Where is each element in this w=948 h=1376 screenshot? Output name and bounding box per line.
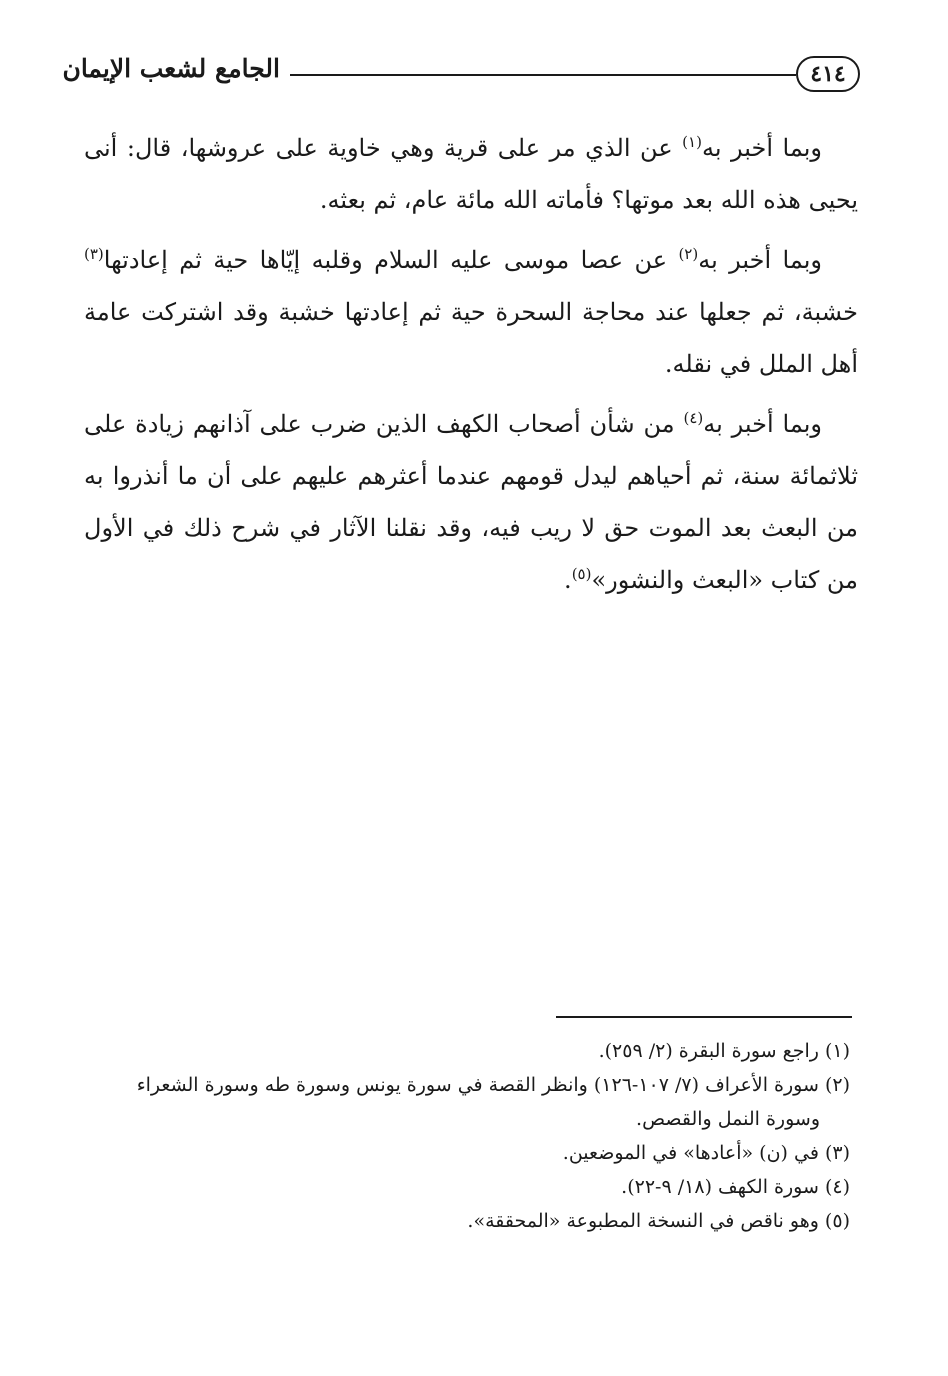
footnote-ref-5: (٥) [571, 565, 592, 583]
footnote-ref-4: (٤) [683, 409, 704, 427]
paragraph-text: وبما أخبر به [698, 246, 822, 274]
footnote-ref-3: (٣) [84, 245, 104, 263]
footnote-text: (٣) في (ن) «أعادها» في الموضعين. [562, 1142, 850, 1164]
main-text [84, 122, 858, 614]
footnote-continuation: وسورة النمل والقصص. [636, 1108, 820, 1130]
footnote-text: (٤) سورة الكهف (١٨/ ٩-٢٢). [621, 1176, 850, 1198]
paragraph-text: عن عصا موسى عليه السلام وقلبه إيّاها حية ثم إعادتها [103, 246, 679, 274]
paragraph-text: عن الذي مر على قرية وهي خاوية على عروشها، قال: أنى يحيى هذه الله بعد موتها؟ فأماته الله مائة عام، ثم بعثه. [84, 134, 858, 214]
footnote-2 [80, 1068, 850, 1136]
paragraph-2 [84, 234, 858, 390]
running-title: الجامع لشعب الإيمان [62, 54, 280, 83]
footnote-1 [80, 1034, 850, 1068]
header-rule [290, 74, 796, 76]
paragraph-text: خشبة، ثم جعلها عند محاجة السحرة حية ثم إعادتها خشبة وقد اشتركت عامة أهل الملل في نقله. [84, 298, 858, 378]
footnotes [80, 1034, 850, 1238]
paragraph-text: . [564, 566, 572, 594]
paragraph-1 [84, 122, 858, 226]
paragraph-text: وبما أخبر به [701, 134, 822, 162]
footnote-text: (٥) وهو ناقص في النسخة المطبوعة «المحققة». [467, 1210, 850, 1232]
paragraph-text: وبما أخبر به [703, 410, 822, 438]
footnote-3 [80, 1136, 850, 1170]
page-number [796, 56, 860, 92]
paragraph-3 [84, 398, 858, 606]
footnote-ref-2: (٢) [678, 245, 699, 263]
footnote-text: (١) راجع سورة البقرة (٢/ ٢٥٩). [598, 1040, 850, 1062]
footnote-separator [556, 1016, 852, 1018]
footnote-5 [80, 1204, 850, 1238]
page-header [62, 50, 860, 106]
footnote-ref-1: (١) [682, 133, 702, 151]
footnote-4 [80, 1170, 850, 1204]
paragraph-text: من شأن أصحاب الكهف الذين ضرب على آذانهم زيادة على ثلاثمائة سنة، ثم أحياهم ليدل قومهم عندما أعثرهم عليهم على أن ما أنذروا به من البعث بعد الموت حق لا ريب فيه، وقد نقلنا الآثار في شرح ذلك في الأول من كتاب «البعث والنشور» [84, 410, 858, 594]
page-number-text: ٤١٤ [810, 61, 846, 87]
footnote-text: (٢) سورة الأعراف (٧/ ١٠٧-١٢٦) وانظر القصة في سورة يونس وسورة طه وسورة الشعراء [136, 1074, 850, 1096]
